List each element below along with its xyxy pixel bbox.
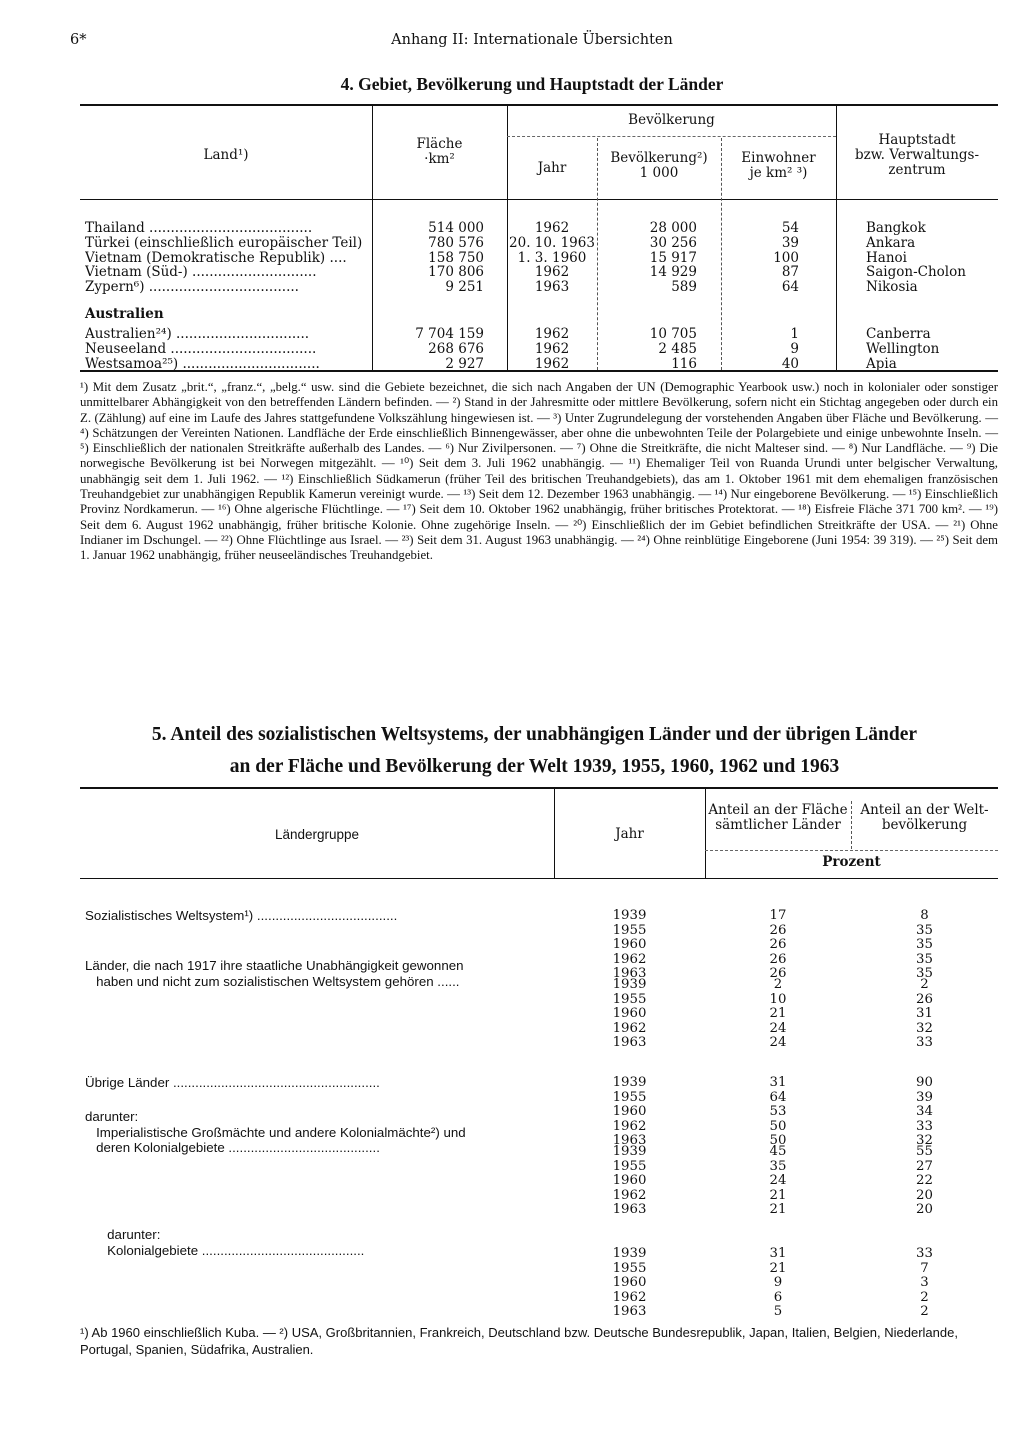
cell-anteil-bevoelkerung: 20 [916, 1187, 933, 1203]
cell-bevoelkerung: 116 [671, 355, 697, 372]
cell-jahr: 1963 [612, 1304, 647, 1320]
cell-einwohner: 40 [781, 355, 799, 372]
table5-subheader-rule [705, 850, 998, 851]
cell-jahr: 1962 [612, 1289, 647, 1305]
table5-title-line1: 5. Anteil des sozialistischen Weltsystems, der unabhängigen Länder und der übrigen Länder [151, 724, 918, 745]
cell-anteil-bevoelkerung: 7 [920, 1260, 929, 1276]
header-jahr: Jahr [537, 160, 567, 176]
table5-top-rule [80, 787, 998, 789]
cell-anteil-flaeche: 31 [769, 1246, 787, 1261]
table4-top-rule [80, 104, 998, 106]
group-label: darunter: Kolonialgebiete ............................................ [107, 1227, 365, 1258]
cell-einwohner: 1 [790, 326, 799, 342]
table-row [80, 251, 998, 266]
table5 [80, 787, 998, 1322]
cell-anteil-flaeche: 26 [769, 951, 787, 967]
table5-title [70, 719, 999, 783]
cell-land: Neuseeland .................................. [85, 341, 317, 357]
table4 [80, 104, 998, 372]
cell-land: Zypern⁶) ................................... [85, 280, 299, 296]
group-label: Sozialistisches Weltsystem¹) ...................................... [85, 908, 398, 923]
cell-anteil-bevoelkerung: 3 [920, 1275, 929, 1291]
cell-anteil-bevoelkerung: 33 [916, 1246, 933, 1261]
cell-jahr: 1963 [612, 1035, 647, 1051]
cell-anteil-bevoelkerung: 39 [916, 1089, 933, 1105]
header-anteil-bevoelkerung: Anteil an der Welt- bevölkerung [860, 802, 989, 833]
cell-land: Türkei (einschließlich europäischer Teil) [85, 235, 363, 251]
cell-anteil-bevoelkerung: 32 [916, 1133, 933, 1149]
header-land: Land¹) [203, 147, 249, 163]
cell-anteil-flaeche: 24 [769, 1173, 787, 1189]
cell-jahr: 1955 [612, 1260, 647, 1276]
cell-anteil-bevoelkerung: 2 [920, 1289, 929, 1305]
cell-jahr: 1962 [612, 1020, 647, 1036]
cell-anteil-flaeche: 24 [769, 1035, 787, 1051]
cell-bevoelkerung: 15 917 [649, 249, 697, 266]
cell-jahr: 1962 [534, 264, 570, 281]
cell-land: Thailand ...................................... [85, 221, 313, 236]
cell-bevoelkerung: 10 705 [649, 326, 697, 342]
cell-hauptstadt: Canberra [866, 326, 931, 342]
cell-anteil-flaeche: 53 [769, 1104, 787, 1120]
section-australien: Australien [85, 306, 164, 322]
table5-title-line2: an der Fläche und Bevölkerung der Welt 1939, 1955, 1960, 1962 und 1963 [229, 756, 840, 777]
cell-jahr: 1962 [534, 355, 570, 372]
cell-anteil-flaeche: 35 [769, 1158, 787, 1174]
header-bevoelkerung: Bevölkerung [628, 112, 715, 128]
cell-anteil-bevoelkerung: 90 [916, 1075, 933, 1090]
header-prozent: Prozent [822, 854, 881, 870]
cell-anteil-flaeche: 50 [769, 1133, 787, 1149]
cell-anteil-bevoelkerung: 27 [916, 1158, 933, 1174]
cell-land: Vietnam (Demokratische Republik) .... [85, 250, 347, 266]
group-label: darunter: Imperialistische Großmächte und andere Kolonialmächte²) und deren Kolonialgebiete ......................................... [85, 1109, 466, 1155]
cell-einwohner: 54 [781, 220, 799, 236]
cell-anteil-flaeche: 9 [773, 1275, 783, 1291]
cell-jahr: 1955 [612, 922, 647, 938]
cell-hauptstadt: Apia [866, 355, 897, 372]
cell-einwohner: 87 [781, 264, 799, 281]
cell-anteil-flaeche: 64 [769, 1089, 787, 1105]
header-hauptstadt: Hauptstadt bzw. Verwaltungs- zentrum [854, 132, 980, 178]
cell-anteil-bevoelkerung: 35 [916, 951, 933, 967]
cell-anteil-flaeche: 10 [769, 991, 787, 1007]
cell-hauptstadt: Bangkok [866, 220, 926, 236]
header-anteil-flaeche: Anteil an der Fläche sämtlicher Länder [708, 802, 848, 833]
cell-anteil-flaeche: 21 [769, 1202, 787, 1218]
table4-subheader-rule [507, 136, 836, 137]
page-number: 6* [70, 32, 87, 48]
cell-bevoelkerung: 30 256 [649, 234, 697, 251]
cell-jahr: 1963 [612, 1133, 647, 1149]
table4-title: 4. Gebiet, Bevölkerung und Hauptstadt der Länder [340, 74, 724, 94]
cell-jahr: 1962 [612, 1187, 647, 1203]
cell-jahr: 1960 [612, 1275, 647, 1291]
table-row [80, 236, 998, 251]
cell-flaeche: 170 806 [428, 264, 484, 281]
header-bev-1000: Bevölkerung²) 1 000 [610, 150, 708, 181]
cell-jahr: 1960 [612, 1104, 647, 1120]
cell-hauptstadt: Wellington [866, 340, 940, 357]
cell-jahr: 1963 [612, 966, 647, 982]
cell-flaeche: 7 704 159 [415, 326, 484, 342]
cell-jahr: 1939 [612, 1144, 647, 1159]
cell-anteil-flaeche: 2 [773, 977, 783, 992]
cell-hauptstadt: Saigon-Cholon [866, 264, 966, 281]
cell-anteil-bevoelkerung: 35 [916, 922, 933, 938]
running-header [70, 32, 994, 54]
cell-anteil-flaeche: 21 [769, 1006, 787, 1022]
cell-bevoelkerung: 2 485 [658, 340, 697, 357]
cell-flaeche: 780 576 [428, 234, 484, 251]
cell-anteil-bevoelkerung: 35 [916, 966, 933, 982]
cell-anteil-bevoelkerung: 33 [916, 1118, 933, 1134]
cell-jahr: 1955 [612, 1158, 647, 1174]
header-laendergruppe: Ländergruppe [274, 827, 360, 842]
table-row [80, 342, 998, 357]
cell-anteil-flaeche: 21 [769, 1187, 787, 1203]
cell-bevoelkerung: 28 000 [649, 220, 697, 236]
cell-flaeche: 514 000 [428, 220, 484, 236]
cell-anteil-bevoelkerung: 55 [916, 1144, 933, 1159]
cell-jahr: 1962 [612, 1118, 647, 1134]
cell-jahr: 1963 [612, 1202, 647, 1218]
cell-anteil-bevoelkerung: 33 [916, 1035, 933, 1051]
cell-flaeche: 158 750 [428, 249, 484, 266]
cell-anteil-bevoelkerung: 26 [916, 991, 933, 1007]
cell-jahr: 1963 [534, 279, 570, 296]
cell-einwohner: 64 [781, 279, 799, 296]
cell-land: Westsamoa²⁵) ................................ [85, 356, 320, 372]
cell-jahr: 1955 [612, 1089, 647, 1105]
cell-anteil-bevoelkerung: 2 [920, 977, 929, 992]
cell-anteil-flaeche: 26 [769, 966, 787, 982]
table-row [80, 221, 998, 236]
cell-hauptstadt: Hanoi [866, 249, 907, 266]
table4-header-rule [80, 199, 998, 200]
cell-land: Vietnam (Süd-) ............................. [85, 265, 317, 281]
cell-anteil-bevoelkerung: 8 [920, 908, 929, 923]
table-row [80, 357, 998, 372]
cell-hauptstadt: Ankara [866, 234, 916, 251]
cell-anteil-bevoelkerung: 35 [916, 937, 933, 953]
header-einwohner: Einwohner je km² ³) [741, 150, 816, 181]
cell-anteil-bevoelkerung: 32 [916, 1020, 933, 1036]
header-flaeche: Fläche ·km² [416, 136, 463, 167]
cell-anteil-flaeche: 26 [769, 922, 787, 938]
cell-anteil-flaeche: 26 [769, 937, 787, 953]
cell-jahr: 1960 [612, 1173, 647, 1189]
cell-jahr: 1955 [612, 991, 647, 1007]
cell-jahr: 1939 [612, 977, 647, 992]
cell-einwohner: 100 [773, 249, 799, 266]
cell-jahr: 1960 [612, 1006, 647, 1022]
cell-anteil-flaeche: 31 [769, 1075, 787, 1090]
table4-footnotes: ¹) Mit dem Zusatz „brit.“, „franz.“, „belg.“ usw. sind die Gebiete bezeichnet, die sich nach Angaben der UN (Demographic Yearbook usw.) noch in kolonialer oder sonstiger unmittelbarer Abhängigkeit von den betreffenden Ländern befinden. — ²) Stand in der Jahresmitte oder mittlere Bevölkerung, sofern nicht ein Stichtag angegeben oder durch ein Z. (Zählung) auf eine im Laufe des Jahres stattgefundene Volkszählung hingewiesen ist. — ³) Unter Zugrundelegung der vorstehenden Angaben über Fläche und Bevölkerung. — ⁴) Schätzungen der Vereinten Nationen. Landfläche der Erde einschließlich Binnengewässer, aber ohne die unbewohnten Teile der Polargebiete und einige unbewohnte Inseln. — ⁵) Einschließlich der nationalen Streitkräfte außerhalb des Landes. — ⁶) Nur Zivilpersonen. — ⁷) Ohne die Streitkräfte, die nicht Malteser sind. — ⁸) Nur Landfläche. — ⁹) Die norwegische Bevölkerung ist bei Norwegen mitgezählt. — ¹⁰) Seit dem 3. Juli 1962 unabhängig. — ¹¹) Ehemaliger Teil von Ruanda Urundi unter belgischer Verwaltung, unabhängig seit dem 1. Juli 1962. — ¹²) Einschließlich Südkamerun (früher Teil des britischen Treuhandgebiets), das am 1. Oktober 1961 mit dem ehemaligen französischen Treuhandgebiet zur unabhängigen Republik Kamerun vereinigt wurde. — ¹³) Seit dem 12. Dezember 1963 unabhängig. — ¹⁴) Nur eingeborene Bevölkerung. — ¹⁵) Einschließlich Provinz Nordkamerun. — ¹⁶) Ohne algerische Flüchtlinge. — ¹⁷) Seit dem 10. Oktober 1962 unabhängig, früher britisches Protektorat. — ¹⁸) Eisfreie Fläche 371 700 km². — ¹⁹) Seit dem 6. August 1962 unabhängig, früher britische Kolonie. Ohne zugehörige Inseln. — ²⁰) Einschließlich der im Gebiet befindlichen Streitkräfte der USA. — ²¹) Ohne Indianer im Dschungel. — ²²) Ohne Flüchtlinge aus Israel. — ²³) Seit dem 31. August 1963 unabhängig. — ²⁴) Ohne reinblütige Eingeborene (Juni 1954: 39 319). — ²⁵) Seit dem 1. Januar 1962 unabhängig, früher neuseeländisches Treuhandgebiet. [80, 380, 998, 563]
table-row [80, 265, 998, 280]
cell-anteil-flaeche: 24 [769, 1020, 787, 1036]
table5-footnotes: ¹) Ab 1960 einschließlich Kuba. — ²) USA, Großbritannien, Frankreich, Deutschland bzw. Deutsche Bundesrepublik, Japan, Italien, Belgien, Niederlande, Portugal, Spanien, Südafrika, Australien. [80, 1325, 958, 1357]
cell-jahr: 1939 [612, 908, 647, 923]
cell-land: Australien²⁴) ............................... [85, 327, 310, 342]
cell-flaeche: 268 676 [428, 340, 484, 357]
group-label: Übrige Länder ........................................................ [85, 1075, 380, 1090]
cell-anteil-flaeche: 21 [769, 1260, 787, 1276]
cell-hauptstadt: Nikosia [866, 279, 918, 296]
cell-jahr: 1962 [612, 951, 647, 967]
table-row [80, 280, 998, 295]
cell-flaeche: 9 251 [445, 279, 484, 296]
cell-jahr: 1939 [612, 1246, 647, 1261]
cell-jahr: 1939 [612, 1075, 647, 1090]
cell-jahr: 1962 [534, 326, 570, 342]
cell-jahr: 1. 3. 1960 [517, 249, 587, 266]
cell-anteil-flaeche: 17 [769, 908, 787, 923]
cell-jahr: 20. 10. 1963 [509, 234, 595, 251]
table-row [80, 327, 998, 342]
table5-header-rule [80, 878, 998, 879]
cell-anteil-bevoelkerung: 20 [916, 1202, 933, 1218]
cell-bevoelkerung: 14 929 [649, 264, 697, 281]
cell-anteil-flaeche: 50 [769, 1118, 787, 1134]
cell-anteil-flaeche: 6 [773, 1289, 783, 1305]
cell-anteil-bevoelkerung: 22 [916, 1173, 933, 1189]
cell-jahr: 1960 [612, 937, 647, 953]
cell-anteil-flaeche: 45 [769, 1144, 787, 1159]
cell-einwohner: 9 [790, 340, 799, 357]
cell-flaeche: 2 927 [445, 355, 484, 372]
group-label: Länder, die nach 1917 ihre staatliche Unabhängigkeit gewonnen haben und nicht zum sozialistischen Weltsystem gehören ...... [85, 958, 464, 989]
cell-anteil-bevoelkerung: 34 [916, 1104, 933, 1120]
cell-bevoelkerung: 589 [671, 279, 697, 296]
cell-anteil-bevoelkerung: 31 [916, 1006, 933, 1022]
cell-anteil-flaeche: 5 [773, 1304, 783, 1320]
running-title: Anhang II: Internationale Übersichten [391, 32, 673, 48]
cell-einwohner: 39 [781, 234, 799, 251]
cell-jahr: 1962 [534, 220, 570, 236]
cell-jahr: 1962 [534, 340, 570, 357]
header-jahr: Jahr [615, 826, 644, 842]
cell-anteil-bevoelkerung: 2 [920, 1304, 929, 1320]
